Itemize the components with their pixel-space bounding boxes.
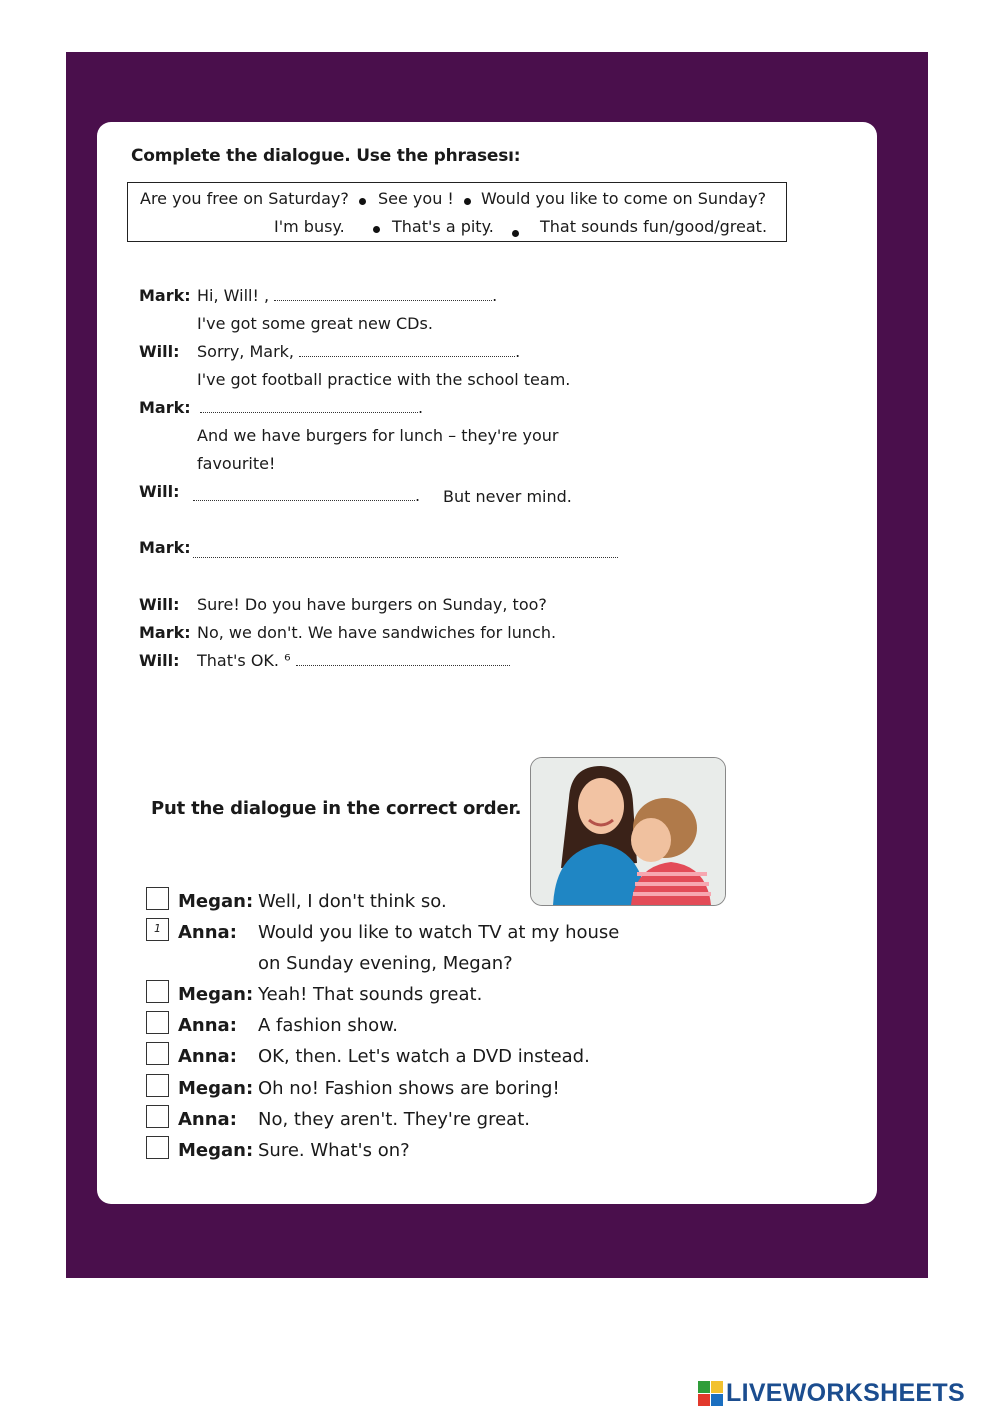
speaker-label: Mark: <box>139 398 191 417</box>
section2-title: Put the dialogue in the correct order. <box>151 798 522 819</box>
dialogue-line <box>193 543 618 562</box>
order-line-text: Oh no! Fashion shows are boring! <box>258 1078 560 1099</box>
order-checkbox[interactable] <box>146 1074 169 1097</box>
dialogue-line <box>197 342 520 361</box>
answer-blank-1[interactable] <box>274 290 492 301</box>
order-speaker: Anna: <box>178 1015 237 1036</box>
phrase-5: That's a pity. <box>392 217 494 236</box>
dialogue-text: I've got football practice with the school team. <box>197 370 571 389</box>
speaker-label: Mark: <box>139 623 191 642</box>
order-checkbox[interactable] <box>146 887 169 910</box>
speaker-label: Will: <box>139 342 180 361</box>
order-line-text: A fashion show. <box>258 1015 398 1036</box>
phrase-2: See you ! <box>378 189 454 208</box>
speaker-label: Mark: <box>139 286 191 305</box>
liveworksheets-logo <box>698 1378 965 1408</box>
order-line-text: on Sunday evening, Megan? <box>258 953 513 974</box>
bullet-dot <box>512 230 519 237</box>
dialogue-line <box>200 398 423 417</box>
order-checkbox[interactable] <box>146 1011 169 1034</box>
answer-blank-3[interactable] <box>200 402 418 413</box>
order-checkbox[interactable] <box>146 1105 169 1128</box>
order-line-text: Would you like to watch TV at my house <box>258 922 620 943</box>
dialogue-text: And we have burgers for lunch – they're your <box>197 426 559 445</box>
dialogue-text: Sorry, Mark, <box>197 342 294 361</box>
logo-icon <box>698 1381 723 1406</box>
bullet-dot <box>464 198 471 205</box>
section1-title: Complete the dialogue. Use the phrasesı: <box>131 146 521 166</box>
girls-talking-photo <box>530 757 726 906</box>
answer-blank-6[interactable] <box>296 655 510 666</box>
speaker-label: Mark: <box>139 538 191 557</box>
dialogue-line <box>197 286 497 305</box>
order-speaker: Megan: <box>178 891 254 912</box>
order-checkbox[interactable] <box>146 1136 169 1159</box>
speaker-label: Will: <box>139 482 180 501</box>
order-speaker: Megan: <box>178 984 254 1005</box>
bullet-dot <box>373 226 380 233</box>
speaker-label: Will: <box>139 595 180 614</box>
phrase-3: Would you like to come on Sunday? <box>481 189 767 208</box>
order-line-text: No, they aren't. They're great. <box>258 1109 530 1130</box>
phrase-4: I'm busy. <box>274 217 345 236</box>
dialogue-text: But never mind. <box>443 487 572 506</box>
order-checkbox[interactable] <box>146 980 169 1003</box>
order-speaker: Anna: <box>178 922 237 943</box>
order-speaker: Anna: <box>178 1109 237 1130</box>
phrase-1: Are you free on Saturday? <box>140 189 349 208</box>
order-speaker: Anna: <box>178 1046 237 1067</box>
order-line-text: OK, then. Let's watch a DVD instead. <box>258 1046 590 1067</box>
bullet-dot <box>359 198 366 205</box>
order-checkbox[interactable] <box>146 1042 169 1065</box>
answer-blank-4[interactable] <box>193 490 415 501</box>
answer-blank-5[interactable] <box>193 547 618 558</box>
order-speaker: Megan: <box>178 1078 254 1099</box>
dialogue-text: No, we don't. We have sandwiches for lunch. <box>197 623 557 642</box>
order-checkbox[interactable]: 1 <box>146 918 169 941</box>
dialogue-text: That's OK. ⁶ <box>197 651 291 670</box>
photo-illustration <box>531 758 725 905</box>
dialogue-text: Hi, Will! , <box>197 286 270 305</box>
order-line-text: Yeah! That sounds great. <box>258 984 483 1005</box>
dialogue-text: Sure! Do you have burgers on Sunday, too? <box>197 595 547 614</box>
dialogue-punct: . <box>515 342 521 361</box>
order-speaker: Megan: <box>178 1140 254 1161</box>
logo-text: LIVEWORKSHEETS <box>726 1378 965 1407</box>
dialogue-line <box>193 486 420 505</box>
order-line-text: Well, I don't think so. <box>258 891 447 912</box>
dialogue-punct: . <box>418 398 424 417</box>
phrase-6: That sounds fun/good/great. <box>540 217 768 236</box>
speaker-label: Will: <box>139 651 180 670</box>
order-line-text: Sure. What's on? <box>258 1140 410 1161</box>
answer-blank-2[interactable] <box>299 346 515 357</box>
dialogue-punct: . <box>415 486 421 505</box>
dialogue-line <box>197 651 510 670</box>
dialogue-text: favourite! <box>197 454 276 473</box>
dialogue-text: I've got some great new CDs. <box>197 314 433 333</box>
dialogue-punct: . <box>492 286 498 305</box>
